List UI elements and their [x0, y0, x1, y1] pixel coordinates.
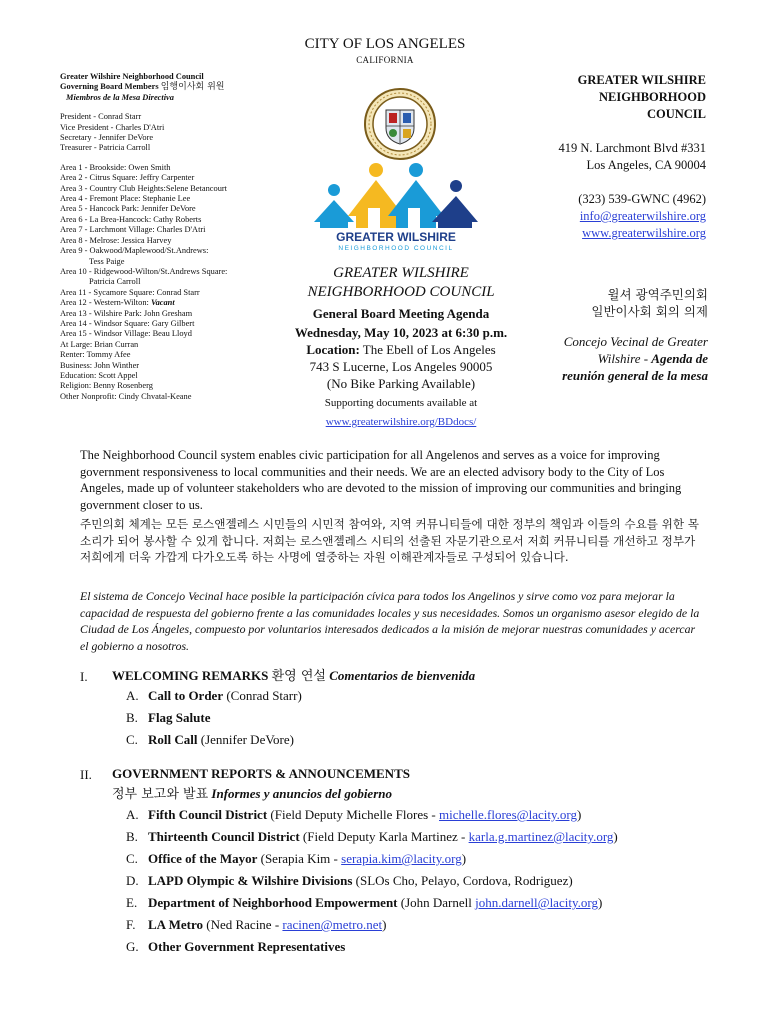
phone: (323) 539-GWNC (4962) [578, 192, 706, 206]
area-member: Area 2 - Citrus Square: Jeffry Carpenter [60, 173, 195, 183]
docs-label: Supporting documents available at [324, 397, 478, 409]
meeting-note: (No Bike Parking Available) [326, 376, 476, 391]
area-member: Area 5 - Hancock Park: Jennifer DeVore [60, 204, 196, 214]
address-line: 419 N. Larchmont Blvd #331 [558, 141, 706, 155]
board-member-list [60, 72, 290, 402]
email-link[interactable]: karla.g.martinez@lacity.org [468, 829, 614, 844]
area-member: Area 6 - La Brea-Hancock: Cathy Roberts [60, 214, 202, 224]
section-items [126, 685, 746, 751]
meeting-title: General Board Meeting Agenda [312, 306, 490, 321]
area-member-cont: Tess Paige [89, 256, 125, 266]
city-seal-icon [364, 88, 436, 160]
area-member: Area 12 - Western-Wilton: Vacant [60, 298, 175, 308]
area-member: Area 1 - Brookside: Owen Smith [60, 162, 171, 172]
agenda-item: D. LAPD Olympic & Wilshire Divisions (SLOs Cho, Pelayo, Cordova, Rodriguez) [126, 873, 573, 888]
meeting-location: Location: The Ebell of Los Angeles [306, 342, 496, 357]
website-link[interactable]: www.greaterwilshire.org [582, 226, 706, 240]
meeting-org: GREATER WILSHIRE [333, 265, 469, 281]
section-title: WELCOMING REMARKS 환영 연설 Comentarios de bienvenida [112, 668, 476, 684]
area-member: Other Nonprofit: Cindy Chvatal-Keane [60, 391, 192, 401]
area-member: Area 14 - Windsor Square: Gary Gilbert [60, 318, 195, 328]
meeting-datetime: Wednesday, May 10, 2023 at 6:30 p.m. [294, 325, 508, 340]
email-link[interactable]: michelle.flores@lacity.org [439, 807, 577, 822]
area-member: Area 8 - Melrose: Jessica Harvey [60, 235, 172, 245]
area-member: At Large: Brian Curran [60, 339, 139, 349]
org-name: COUNCIL [646, 107, 706, 121]
address-line: Los Angeles, CA 90004 [586, 158, 706, 172]
email-link[interactable]: john.darnell@lacity.org [475, 895, 598, 910]
officer: Secretary - Jennifer DeVore [60, 133, 154, 143]
meeting-org: NEIGHBORHOOD COUNCIL [307, 284, 495, 300]
org-name: NEIGHBORHOOD [599, 90, 706, 104]
email-link[interactable]: serapia.kim@lacity.org [341, 851, 462, 866]
section-number: I. [80, 669, 88, 684]
intro-korean: 주민의회 체계는 모든 로스앤젤레스 시민들의 시민적 참여와, 지역 커뮤니티들에 대한 정부의 책임과 이들의 수요를 위한 목소리가 되어 봉사할 수 있게 합니다. 저희는 로스앤젤레스 시티의 선출된 자문기관으로서 저희 커뮤니티를 개선하고 정부가 저희에게 더욱 가깝게 다가오도록 하는 사명에 열중하는 자원 이해관계자들로 구성되어 있습니다. [80, 517, 699, 564]
email-link[interactable]: racinen@metro.net [282, 917, 383, 932]
agenda-item: B. Thirteenth Council District (Field Deputy Karla Martinez - karla.g.martinez@lacity.org) [126, 829, 618, 844]
meeting-info [282, 264, 520, 430]
board-label: Governing Board Members 임행이사회 위원 [60, 82, 225, 93]
section-title: GOVERNMENT REPORTS & ANNOUNCEMENTS 정부 보고와 발표 Informes y anuncios del gobierno [112, 766, 410, 802]
agenda-item: C. Office of the Mayor (Serapia Kim - serapia.kim@lacity.org) [126, 851, 467, 866]
board-label-es: Miembros de la Mesa Directiva [66, 92, 174, 102]
area-member-cont: Patricia Carroll [89, 277, 141, 287]
intro-english: The Neighborhood Council system enables civic participation for all Angelenos and serves as a voice for improving government responsiveness to local communities and their needs. We are an elected advisory body to the City of Los Angeles, made up of volunteer stakeholders who are devoted to the mission of improving our communities and bringing government closer to us. [80, 448, 682, 512]
area-member: Area 9 - Oakwood/Maplewood/St.Andrews: [60, 246, 209, 256]
agenda-item: C. Roll Call (Jennifer DeVore) [126, 732, 294, 747]
area-member: Area 13 - Wilshire Park: John Gresham [60, 308, 193, 318]
agenda-item: A. Fifth Council District (Field Deputy Michelle Flores - michelle.flores@lacity.org) [126, 807, 582, 822]
area-member: Area 7 - Larchmont Village: Charles D'Atri [60, 225, 206, 235]
area-list [60, 163, 290, 402]
area-member: Area 3 - Country Club Heights:Selene Betancourt [60, 183, 227, 193]
area-member: Area 4 - Fremont Place: Stephanie Lee [60, 194, 191, 204]
area-member: Religion: Benny Rosenberg [60, 381, 153, 391]
state-subtitle: CALIFORNIA [356, 55, 414, 65]
gwnc-logo [312, 162, 480, 252]
area-member: Area 11 - Sycamore Square: Conrad Starr [60, 287, 200, 297]
section-number: II. [80, 767, 92, 782]
area-member: Area 15 - Windsor Village: Beau Lloyd [60, 329, 192, 339]
agenda-item: F. LA Metro (Ned Racine - racinen@metro.net) [126, 917, 387, 932]
area-member: Area 10 - Ridgewood-Wilton/St.Andrews Square: [60, 266, 228, 276]
officer: Treasurer - Patricia Carroll [60, 143, 151, 153]
city-title: CITY OF LOS ANGELES [304, 36, 466, 52]
agenda-item: B. Flag Salute [126, 710, 211, 725]
section-items [126, 804, 746, 958]
area-member: Renter: Tommy Afee [60, 350, 131, 360]
officer: President - Conrad Starr [60, 112, 142, 122]
docs-link[interactable]: www.greaterwilshire.org/BDdocs/ [325, 416, 477, 428]
officer-list [60, 112, 290, 154]
intro-spanish: El sistema de Concejo Vecinal hace posible la participación cívica para todos los Angelinos y sirve como voz para mejorar la capacidad de respuesta del gobierno frente a las comunidades locales y sus necesidades. Somos un organismo asesor elegido de la Ciudad de Los Ángeles, compuesto por voluntarios interesados dedicados a la misión de mejorar nuestras comunidades y acercar el gobierno a nosotros. [80, 589, 700, 653]
logo-subword: NEIGHBORHOOD COUNCIL [338, 245, 454, 252]
agenda-item: E. Department of Neighborhood Empowerment (John Darnell john.darnell@lacity.org) [126, 895, 603, 910]
logo-wordmark: GREATER WILSHIRE [336, 230, 456, 244]
title-spanish: Concejo Vecinal de Greater Wilshire - Agenda de reunión general de la mesa [562, 334, 708, 383]
area-member: Education: Scott Appel [60, 370, 138, 380]
agenda-item: G. Other Government Representatives [126, 939, 346, 954]
council-name: Greater Wilshire Neighborhood Council [60, 72, 204, 81]
contact-block [506, 72, 706, 242]
email-link[interactable]: info@greaterwilshire.org [579, 209, 706, 223]
area-member: Business: John Winther [60, 360, 140, 370]
org-name: GREATER WILSHIRE [577, 73, 706, 87]
officer: Vice President - Charles D'Atri [60, 122, 165, 132]
meeting-address: 743 S Lucerne, Los Angeles 90005 [309, 359, 493, 374]
title-korean: 윌셔 광역주민의회 일반이사회 회의 의제 [591, 287, 708, 319]
agenda-item: A. Call to Order (Conrad Starr) [126, 688, 302, 703]
